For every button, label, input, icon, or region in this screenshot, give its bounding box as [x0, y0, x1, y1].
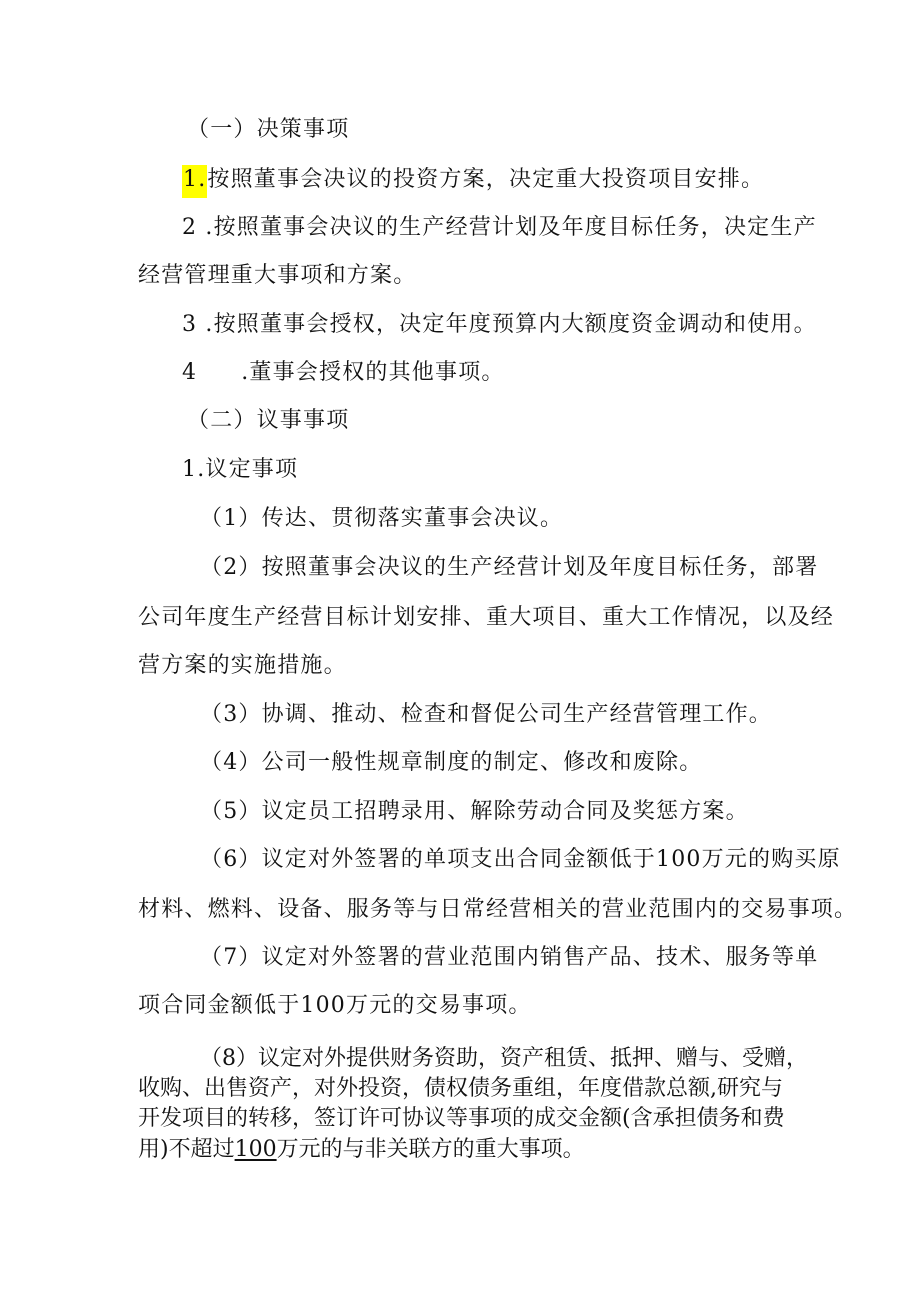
decision-item-4: [182, 360, 505, 385]
decision-item-1: [182, 167, 764, 192]
highlighted-item-number: 1.: [182, 165, 207, 198]
section-heading-decisions: （一）决策事项: [187, 117, 350, 142]
agreed-matter-8-line-4-prefix: 用)不超过: [138, 1137, 235, 1162]
section-heading-deliberation: （二）议事事项: [187, 408, 350, 433]
decision-item-2-line-1: 2 .按照董事会决议的生产经营计划及年度目标任务，决定生产: [182, 215, 817, 240]
agreed-matter-7-line-1: （7）议定对外签署的营业范围内销售产品、技术、服务等单: [200, 945, 819, 970]
agreed-matter-6-line-2: 材料、燃料、设备、服务等与日常经营相关的营业范围内的交易事项。: [138, 897, 858, 922]
decision-item-4-text: .董事会授权的其他事项。: [241, 360, 505, 385]
decision-item-4-number: 4: [182, 360, 198, 385]
agreed-matter-8-line-4: [138, 1137, 585, 1162]
decision-item-1-text: 按照董事会决议的投资方案，决定重大投资项目安排。: [207, 167, 765, 192]
agreed-matter-8-line-4-suffix: 万元的与非关联方的重大事项。: [276, 1137, 585, 1162]
underlined-amount: 100: [234, 1137, 277, 1162]
decision-item-3: 3 .按照董事会授权，决定年度预算内大额度资金调动和使用。: [182, 312, 817, 337]
agreed-matter-8-line-1: （8）议定对外提供财务资助，资产租赁、抵押、赠与、受赠，: [200, 1046, 808, 1071]
agreed-matter-4: （4）公司一般性规章制度的制定、修改和废除。: [200, 750, 703, 775]
agreed-matter-3: （3）协调、推动、检查和督促公司生产经营管理工作。: [200, 702, 772, 727]
agreed-matter-2-line-1: （2）按照董事会决议的生产经营计划及年度目标任务，部署: [200, 555, 819, 580]
agreed-matter-8-line-3: 开发项目的转移，签订许可协议等事项的成交金额(含承担债务和费: [138, 1106, 785, 1131]
agreed-matter-5: （5）议定员工招聘录用、解除劳动合同及奖惩方案。: [200, 799, 749, 824]
agreed-matter-2-line-3: 营方案的实施措施。: [138, 653, 347, 678]
subheading-agreed-matters: 1.议定事项: [182, 457, 299, 482]
agreed-matter-6-line-1: （6）议定对外签署的单项支出合同金额低于100万元的购买原: [200, 847, 841, 872]
agreed-matter-7-line-2: 项合同金额低于100万元的交易事项。: [138, 993, 532, 1018]
agreed-matter-1: （1）传达、贯彻落实董事会决议。: [200, 506, 564, 531]
agreed-matter-8-line-2: 收购、出售资产，对外投资，债权债务重组，年度借款总额,研究与: [138, 1076, 783, 1101]
agreed-matter-2-line-2: 公司年度生产经营目标计划安排、重大项目、重大工作情况，以及经: [138, 605, 835, 630]
decision-item-2-line-2: 经营管理重大事项和方案。: [138, 263, 417, 288]
